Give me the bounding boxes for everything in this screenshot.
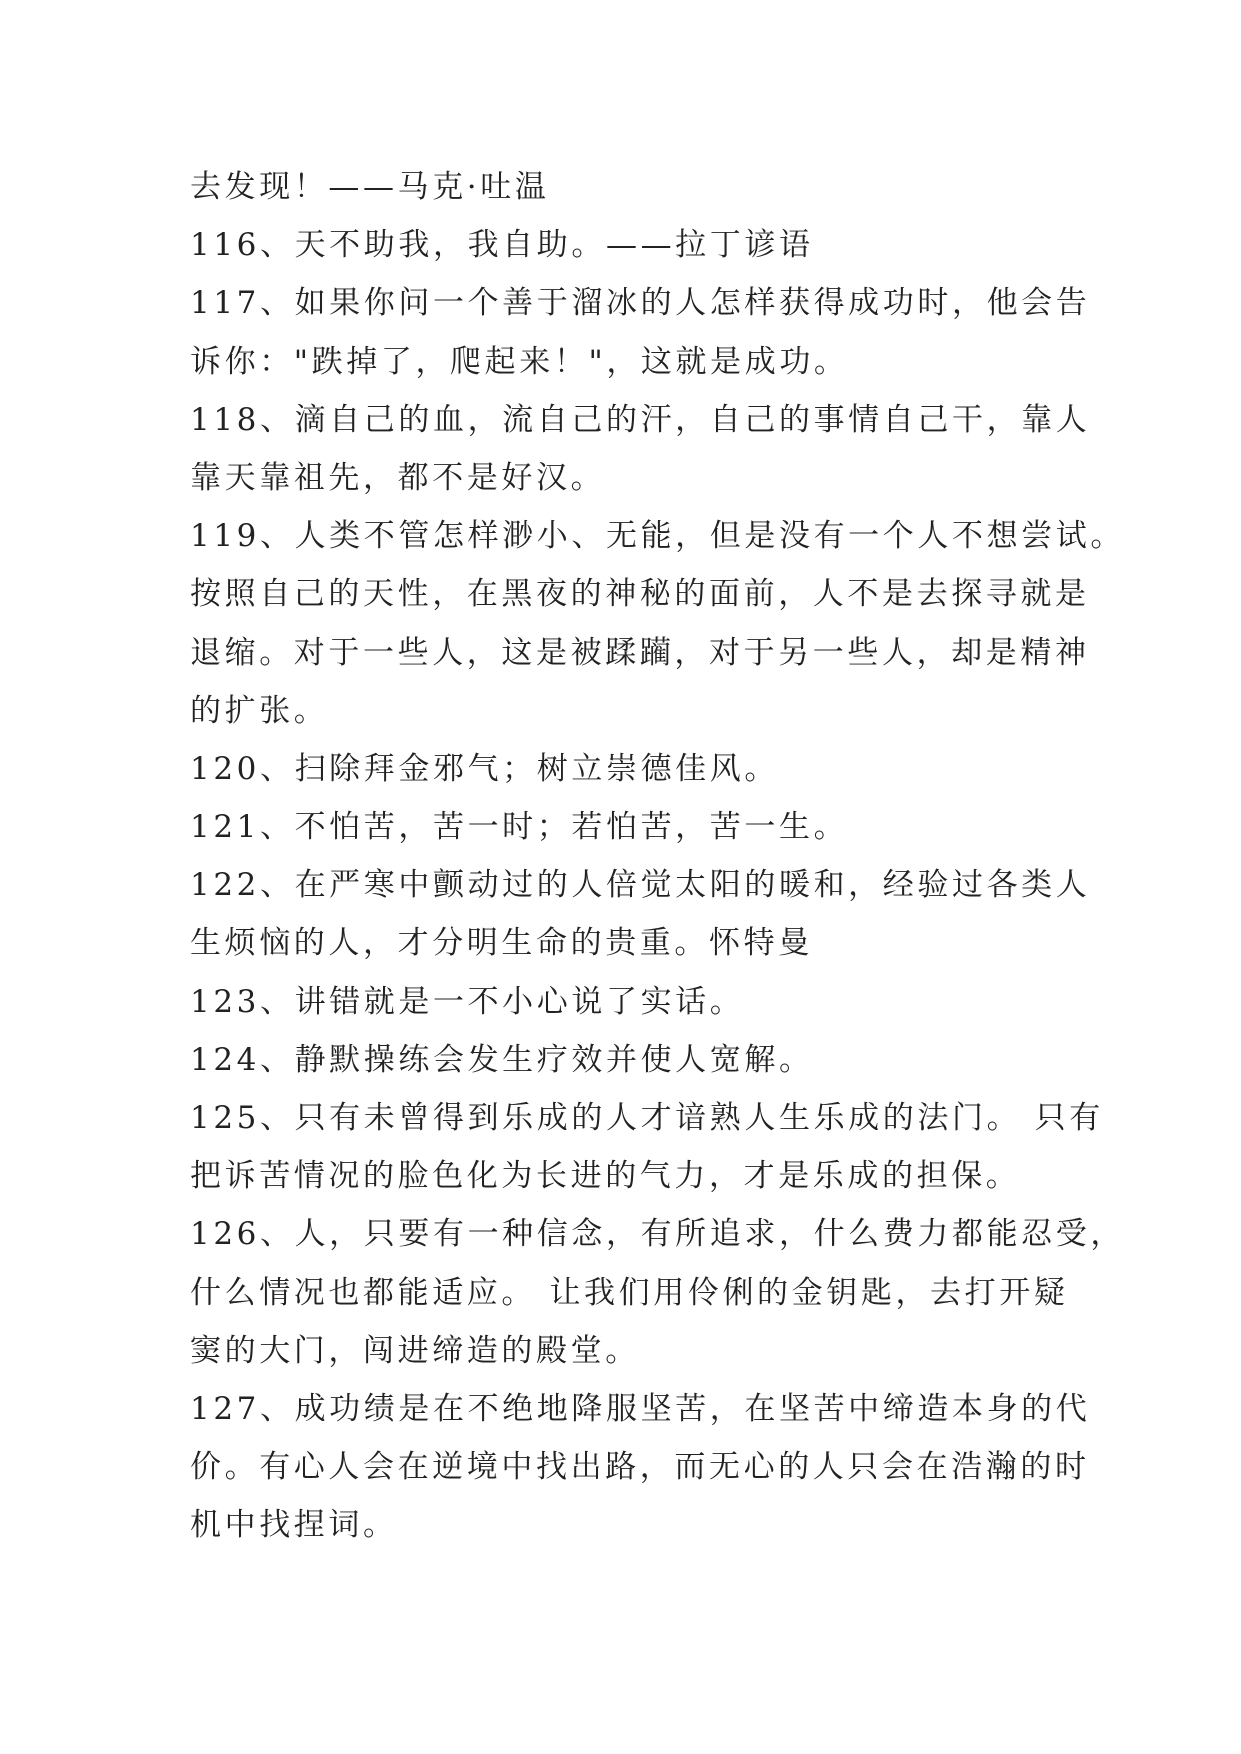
text-line: 118、滴自己的血，流自己的汗，自己的事情自己干，靠人 — [190, 401, 1091, 438]
text-line: 124、静默操练会发生疗效并使人宽解。 — [190, 1041, 814, 1078]
text-line: 121、不怕苦，苦一时；若怕苦，苦一生。 — [190, 809, 849, 846]
text-line: 生烦恼的人，才分明生命的贵重。怀特曼 — [190, 925, 813, 962]
text-line: 诉你："跌掉了，爬起来！"，这就是成功。 — [190, 343, 849, 380]
text-line: 靠天靠祖先，都不是好汉。 — [190, 459, 606, 496]
text-line: 119、人类不管怎样渺小、无能，但是没有一个人不想尝试。 — [190, 518, 1125, 555]
text-line: 什么情况也都能适应。 让我们用伶俐的金钥匙，去打开疑 — [190, 1274, 1069, 1311]
text-line: 的扩张。 — [190, 692, 329, 729]
text-line: 127、成功绩是在不绝地降服坚苦，在坚苦中缔造本身的代 — [190, 1390, 1091, 1427]
text-line: 按照自己的天性，在黑夜的神秘的面前，人不是去探寻就是 — [190, 576, 1090, 613]
text-line: 去发现！——马克·吐温 — [190, 169, 550, 205]
text-line: 把诉苦情况的脸色化为长进的气力，才是乐成的担保。 — [190, 1158, 1021, 1195]
text-line: 126、人，只要有一种信念，有所追求，什么费力都能忍受， — [190, 1216, 1125, 1253]
text-line: 116、天不助我，我自助。——拉丁谚语 — [190, 227, 814, 264]
text-line: 120、扫除拜金邪气；树立崇德佳风。 — [190, 750, 779, 787]
text-line: 125、只有未曾得到乐成的人才谙熟人生乐成的法门。 只有 — [190, 1100, 1104, 1136]
text-line: 123、讲错就是一不小心说了实话。 — [190, 983, 745, 1020]
text-line: 窦的大门，闯进缔造的殿堂。 — [190, 1332, 640, 1369]
text-line: 机中找捏词。 — [190, 1507, 398, 1544]
text-line: 122、在严寒中颤动过的人倍觉太阳的暖和，经验过各类人 — [190, 867, 1091, 904]
text-line: 117、如果你问一个善于溜冰的人怎样获得成功时，他会告 — [190, 285, 1091, 322]
text-line: 退缩。对于一些人，这是被蹂躏，对于另一些人，却是精神 — [190, 634, 1090, 671]
document-body — [190, 158, 1125, 1555]
text-line: 价。有心人会在逆境中找出路，而无心的人只会在浩瀚的时 — [190, 1449, 1090, 1486]
